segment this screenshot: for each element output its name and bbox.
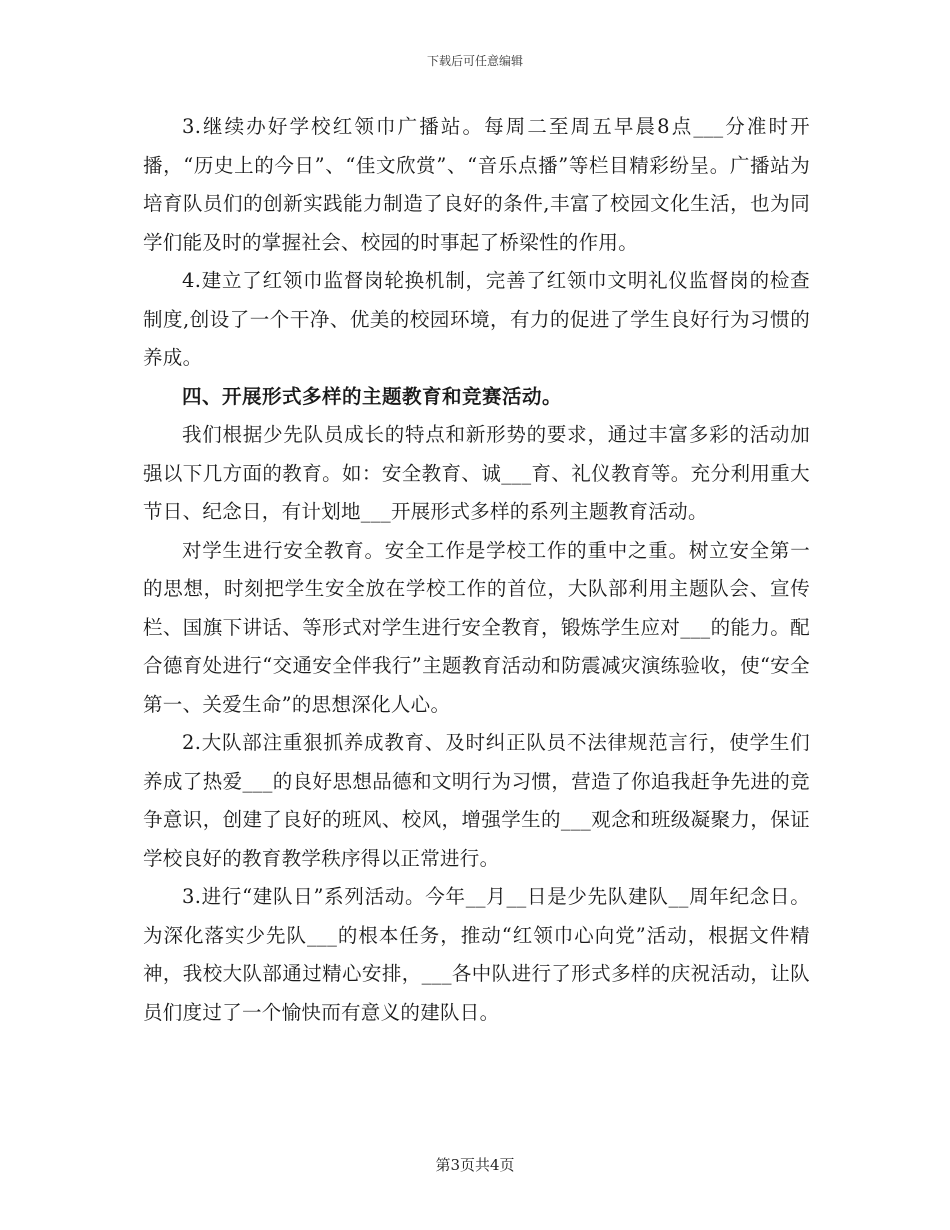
paragraph-habit-education: 2.大队部注重狠抓养成教育、及时纠正队员不法律规范言行，使学生们养成了热爱___的良好思想品德和文明行为习惯，营造了你追我赶争先进的竞争意识，创建了良好的班风、校风，增强学生的___观念和班级凝聚力，保证学校良好的教育教学秩序得以正常进行。	[143, 731, 810, 870]
paragraph-theme-education: 我们根据少先队员成长的特点和新形势的要求，通过丰富多彩的活动加强以下几方面的教育。如：安全教育、诚___育、礼仪教育等。充分利用重大节日、纪念日，有计划地___开展形式多样的系列主题教育活动。	[143, 423, 810, 523]
paragraph-broadcast-station: 3.继续办好学校红领巾广播站。每周二至周五早晨8点___分准时开播，“历史上的今日”、“佳文欣赏”、“音乐点播”等栏目精彩纷呈。广播站为培育队员们的创新实践能力制造了良好的条件,丰富了校园文化生活，也为同学们能及时的掌握社会、校园的时事起了桥梁性的作用。	[143, 115, 810, 254]
page-footer: 第3页共4页	[435, 1156, 515, 1174]
document-body	[143, 108, 810, 1032]
paragraph-supervision-post: 4.建立了红领巾监督岗轮换机制，完善了红领巾文明礼仪监督岗的检查制度,创设了一个干净、优美的校园环境，有力的促进了学生良好行为习惯的养成。	[143, 269, 810, 369]
page-header: 下载后可任意编辑	[426, 54, 523, 68]
paragraph-safety-education: 对学生进行安全教育。安全工作是学校工作的重中之重。树立安全第一的思想，时刻把学生安全放在学校工作的首位，大队部利用主题队会、宣传栏、国旗下讲话、等形式对学生进行安全教育，锻炼学生应对___的能力。配合德育处进行“交通安全伴我行”主题教育活动和防震减灾演练验收，使“安全第一、关爱生命”的思想深化人心。	[143, 538, 810, 716]
section-heading-four: 四、开展形式多样的主题教育和竞赛活动。	[182, 384, 563, 408]
paragraph-founding-day: 3.进行“建队日”系列活动。今年__月__日是少先队建队__周年纪念日。为深化落实少先队___的根本任务，推动“红领巾心向党”活动，根据文件精神，我校大队部通过精心安排，___各中队进行了形式多样的庆祝活动，让队员们度过了一个愉快而有意义的建队日。	[143, 885, 810, 1024]
